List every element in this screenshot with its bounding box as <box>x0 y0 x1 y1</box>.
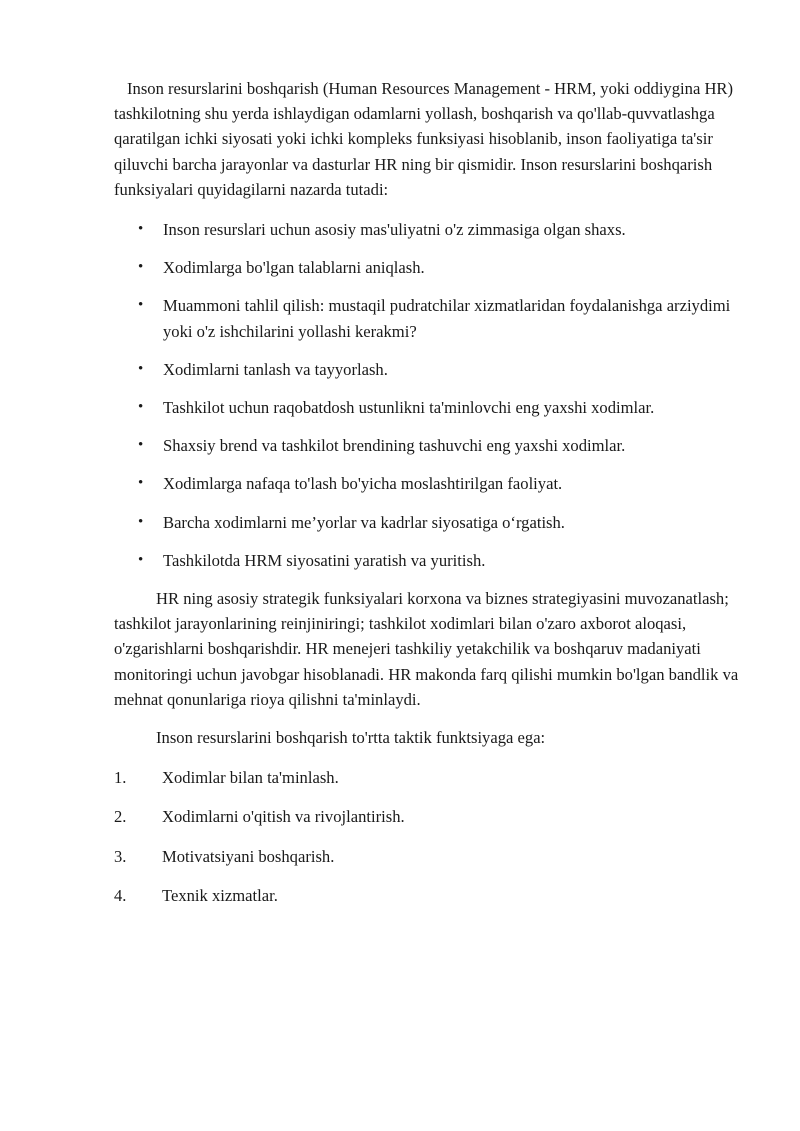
list-item-text: Inson resurslari uchun asosiy mas'uliyatni o'z zimmasiga olgan shaxs. <box>163 220 626 240</box>
list-item <box>114 293 744 343</box>
list-item-text: Texnik xizmatlar. <box>162 885 278 905</box>
list-item <box>114 433 744 458</box>
list-item-number: 4. <box>114 885 127 905</box>
bullet-icon: • <box>138 437 144 454</box>
list-item-text: Tashkilot uchun raqobatdosh ustunlikni ta'minlovchi eng yaxshi xodimlar. <box>163 398 655 418</box>
list-item <box>114 883 744 908</box>
tactical-functions-list <box>114 765 744 908</box>
list-item-number: 1. <box>114 768 127 788</box>
bullet-icon: • <box>138 360 144 377</box>
hr-functions-list <box>114 217 744 573</box>
bullet-icon: • <box>138 551 144 568</box>
list-item-text: Xodimlar bilan ta'minlash. <box>162 768 339 788</box>
document-page <box>114 76 744 922</box>
list-item-number: 3. <box>114 846 127 866</box>
bullet-icon: • <box>138 297 144 314</box>
list-item-number: 2. <box>114 807 127 827</box>
strategic-paragraph: HR ning asosiy strategik funksiyalari korxona va biznes strategiyasini muvozanatlash; tashkilot jarayonlarining reinjiniringi; tashkilot xodimlari bilan o'zaro axborot aloqasi, o'zgarishlarni boshqarishdir. HR menejeri tashkiliy yetakchilik va boshqaruv madaniyati monitoringi uchun javobgar hisoblanadi. HR makonda farq qilishi mumkin bo'lgan bandlik va mehnat qonunlariga rioya qilishni ta'minlaydi. <box>114 589 739 709</box>
list-item-text: Xodimlarga bo'lgan talablarni aniqlash. <box>163 258 425 278</box>
list-item <box>114 804 744 829</box>
list-item <box>114 510 744 535</box>
list-item-text: Xodimlarga nafaqa to'lash bo'yicha moslashtirilgan faoliyat. <box>163 474 563 494</box>
list-item-text: Xodimlarni tanlash va tayyorlash. <box>163 359 388 379</box>
intro-paragraph: Inson resurslarini boshqarish (Human Resources Management - HRM, yoki oddiygina HR) tashkilotning shu yerda ishlaydigan odamlarni yollash, boshqarish va qo'llab-quvvatlashga qaratilgan ichki siyosati yoki ichki kompleks funksiyasi hisoblanib, inson faoliyatiga ta'sir qiluvchi barcha jarayonlar va dasturlar HR ning bir qismidir. Inson resurslarini boshqarish funksiyalari quyidagilarni nazarda tutadi: <box>114 79 734 199</box>
list-item <box>114 395 744 420</box>
list-item-text: Barcha xodimlarni me’yorlar va kadrlar siyosatiga o‘rgatish. <box>163 512 565 532</box>
list-item-text: Muammoni tahlil qilish: mustaqil pudratchilar xizmatlaridan foydalanishga arziydimi yoki o'z ishchilarini yollashi kerakmi? <box>163 296 731 341</box>
list-item <box>114 357 744 382</box>
bullet-icon: • <box>138 221 144 238</box>
list-item-text: Motivatsiyani boshqarish. <box>162 846 335 866</box>
bullet-icon: • <box>138 259 144 276</box>
list-item <box>114 471 744 496</box>
list-item-text: Xodimlarni o'qitish va rivojlantirish. <box>162 807 405 827</box>
list-item-text: Shaxsiy brend va tashkilot brendining tashuvchi eng yaxshi xodimlar. <box>163 436 626 456</box>
list-item <box>114 548 744 573</box>
list-item <box>114 217 744 242</box>
paragraph-spacer <box>114 712 744 725</box>
list-item-text: Tashkilotda HRM siyosatini yaratish va yuritish. <box>163 550 486 570</box>
list-item <box>114 255 744 280</box>
tactical-intro-paragraph: Inson resurslarini boshqarish to'rtta taktik funktsiyaga ega: <box>156 728 546 748</box>
bullet-icon: • <box>138 475 144 492</box>
list-item <box>114 765 744 790</box>
bullet-icon: • <box>138 513 144 530</box>
list-item <box>114 844 744 869</box>
bullet-icon: • <box>138 399 144 416</box>
